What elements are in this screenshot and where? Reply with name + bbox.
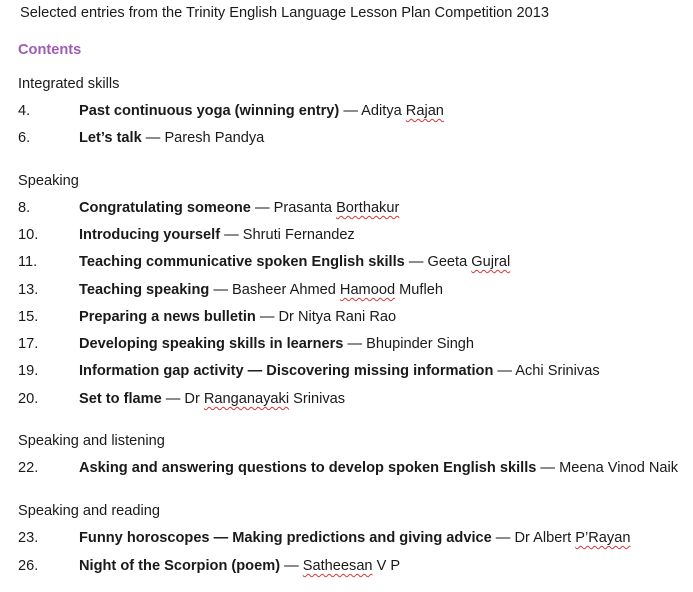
entry-author: Aditya bbox=[361, 103, 406, 119]
entry-separator: — bbox=[220, 227, 243, 243]
entry-separator: — bbox=[343, 336, 367, 352]
entry-separator: — bbox=[491, 530, 515, 546]
entry-title: Night of the Scorpion (poem) bbox=[79, 558, 281, 574]
entry-separator: — bbox=[404, 254, 428, 270]
entry-separator: — bbox=[280, 558, 303, 574]
entry-separator: — bbox=[209, 282, 232, 298]
entry-separator: — bbox=[161, 391, 185, 407]
section-title: Speaking bbox=[18, 173, 79, 189]
spellcheck-flagged-word: Borthakur bbox=[336, 200, 400, 216]
entry-author: Achi Srinivas bbox=[515, 363, 600, 379]
spellcheck-flagged-word: Gujral bbox=[471, 254, 511, 270]
entry-author: Geeta bbox=[427, 254, 472, 270]
section-title: Speaking and reading bbox=[18, 503, 160, 519]
entry-title: Set to flame bbox=[79, 391, 162, 407]
entry-author-rest: Srinivas bbox=[289, 391, 346, 407]
spellcheck-flagged-word: Hamood bbox=[339, 282, 396, 298]
spellcheck-flagged-word: P’Rayan bbox=[575, 530, 631, 546]
entry-separator: — bbox=[536, 460, 560, 476]
entry-page-number: 17. bbox=[18, 336, 39, 352]
entry-title: Introducing yourself bbox=[79, 227, 221, 243]
entry-author: Paresh Pandya bbox=[164, 130, 265, 146]
entry-title: Teaching communicative spoken English skills bbox=[79, 254, 405, 270]
entry-page-number: 13. bbox=[18, 282, 39, 298]
spellcheck-flagged-word: Rajan bbox=[405, 103, 444, 119]
entry-title: Teaching speaking bbox=[79, 282, 210, 298]
entry-author: Basheer Ahmed bbox=[232, 282, 340, 298]
entry-separator: — bbox=[141, 130, 165, 146]
entry-separator: — bbox=[250, 200, 274, 216]
entry-title: Preparing a news bulletin bbox=[79, 309, 256, 325]
entry-page-number: 15. bbox=[18, 309, 39, 325]
entry-author: Shruti Fernandez bbox=[242, 227, 355, 243]
entry-page-number: 4. bbox=[18, 103, 31, 119]
entry-title: Information gap activity — Discovering missing information bbox=[79, 363, 494, 379]
entry-author: Dr Albert bbox=[514, 530, 576, 546]
entry-author: Dr Nitya Rani Rao bbox=[278, 309, 397, 325]
intro-text: Selected entries from the Trinity English Language Lesson Plan Competition 2013 bbox=[20, 5, 549, 21]
entry-author-rest: V P bbox=[372, 558, 401, 574]
entry-author: Prasanta bbox=[273, 200, 337, 216]
section-title: Speaking and listening bbox=[18, 433, 165, 449]
entry-page-number: 23. bbox=[18, 530, 39, 546]
entry-title: Past continuous yoga (winning entry) bbox=[79, 103, 340, 119]
entry-author: Dr bbox=[184, 391, 204, 407]
entry-separator: — bbox=[493, 363, 516, 379]
entry-author: Bhupinder Singh bbox=[366, 336, 475, 352]
entry-page-number: 8. bbox=[18, 200, 31, 216]
entry-author: Meena Vinod Naik bbox=[559, 460, 679, 476]
entry-page-number: 10. bbox=[18, 227, 39, 243]
spellcheck-flagged-word: Ranganayaki bbox=[203, 391, 290, 407]
entry-title: Asking and answering questions to develop spoken English skills bbox=[79, 460, 537, 476]
entry-title: Funny horoscopes — Making predictions and giving advice bbox=[79, 530, 492, 546]
section-title: Integrated skills bbox=[18, 76, 120, 92]
entry-title: Let’s talk bbox=[79, 130, 142, 146]
entry-author-rest: Mufleh bbox=[395, 282, 443, 298]
entry-page-number: 6. bbox=[18, 130, 31, 146]
entry-title: Congratulating someone bbox=[79, 200, 251, 216]
entry-page-number: 20. bbox=[18, 391, 39, 407]
entry-title: Developing speaking skills in learners bbox=[79, 336, 344, 352]
entry-page-number: 11. bbox=[18, 254, 38, 270]
contents-heading: Contents bbox=[18, 42, 82, 58]
entry-page-number: 22. bbox=[18, 460, 39, 476]
spellcheck-flagged-word: Satheesan bbox=[302, 558, 373, 574]
entry-separator: — bbox=[339, 103, 362, 119]
entry-page-number: 26. bbox=[18, 558, 39, 574]
entry-separator: — bbox=[255, 309, 279, 325]
entry-page-number: 19. bbox=[18, 363, 39, 379]
